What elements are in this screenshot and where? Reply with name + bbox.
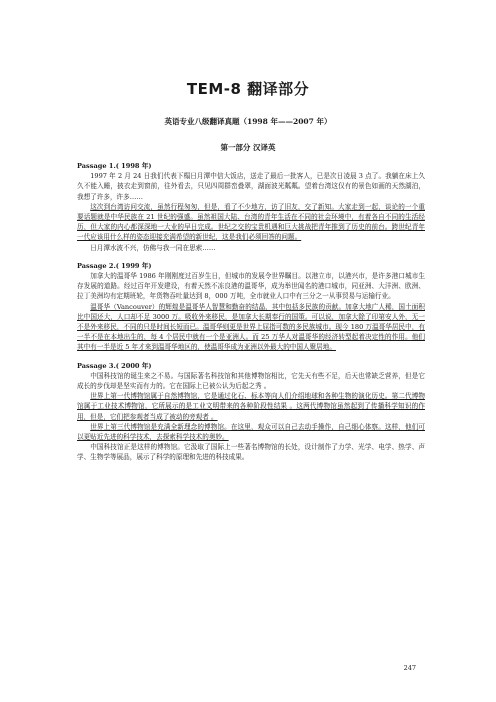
paragraph: 中国科技馆正是这样的博物馆。它汲取了国际上一些著名博物馆的长处，设计制作了力学、光学、电学、热学、声学、生物学等展品，展示了科学的原理和先进的科技成果。	[77, 443, 425, 462]
document-body	[77, 161, 425, 463]
passage-2	[77, 261, 425, 353]
document-title: TEM-8 翻译部分	[186, 80, 310, 98]
paragraph: 温哥华（Vancouver）的辉煌是温哥华人智慧和勤奋的结晶，其中包括多民族的贡献。加拿大地广人稀，国土面积比中国还大，人口却不足 3000 万。吸收外来移民，是加拿大长期奉行的国策。可以说，加拿大除了印第安人外，无一不是外来移民，不同的只是时间长短而已。温哥华则更是世界上屈指可数的多民族城市。现今 180 万温哥华居民中，有一半不是在本地出生的，每 4 个居民中就有一个是亚洲人。而 25 万华人对温哥华的经济转型起着决定性的作用。他们其中有一半是近 5 年才来到温哥华地区的，使温哥华成为亚洲以外最大的中国人聚居地。	[77, 302, 425, 352]
paragraph: 日月潭水波不兴，仿佛与我一同在思索……	[90, 243, 216, 252]
paragraph: 1997 年 2 月 24 日我们代表下榻日月潭中信大饭店，送走了最后一批客人，已是次日凌晨 3 点了。我躺在床上久久不能入睡，披衣走到窗前，往外看去，只见四周群峦叠翠，湖面波光粼粼。望着台湾这仅有的景色如画的天然湖泊，我想了许多，许多……	[77, 172, 425, 201]
paragraph: 中国科技馆的诞生来之不易。与国际著名科技馆和其他博物馆相比，它先天有些不足，后天也常缺乏营养，但是它成长的步伐却是坚实而有力的。它在国际上已被公认为后起之秀 。	[77, 371, 425, 391]
paragraph: 这次到台湾访问交流，虽然行程匆匆，但是，看了不少地方，访了旧友，交了新知。大家走到一起，谈论的一个重要话题就是中华民族在 21 世纪的强盛。虽然祖国大陆、台湾的青年生活在不同的社会环境中，有着各自不同的生活经历，但大家的内心都深深地一大业的早日完成。世纪之交的宝贵机遇和巨大挑战把青年推到了历史的前台。跨世纪青年一代应该用什么样的姿态迎接充满希望的新世纪，这是我们必须回答的问题。	[77, 202, 425, 242]
page-number: 247	[403, 664, 416, 672]
section-heading: 第一部分 汉译英	[220, 143, 276, 152]
document-subtitle: 英语专业八级翻译真题（1998 年——2007 年）	[164, 117, 332, 126]
passage-heading: Passage 1.( 1998 年)	[77, 162, 152, 170]
passage-3	[77, 361, 425, 463]
paragraph: 世界上第一代博物馆属于自然博物馆，它是通过化石、标本等向人们介绍地球和各种生物的演化历史。第二代博物馆属于工业技术博物馆，它所展示的是工业文明带来的各种阶段性结果 。这两代博物馆虽然起到了传播科学知识的作用，但是，它们把参观者当成了被动的旁观者 。	[77, 392, 425, 421]
passage-heading: Passage 3.( 2000 年)	[77, 361, 152, 370]
passage-heading: Passage 2.( 1999 年)	[77, 261, 152, 270]
paragraph: 世界上第三代博物馆是充满全新理念的博物馆。在这里，观众可以自己去动手操作，自己细心体察。这样，他们可以更贴近先进的科学技术，去探索科学技术的奥妙。	[77, 422, 425, 442]
passage-1	[77, 161, 425, 253]
paragraph: 加拿大的温哥华 1986 年刚刚度过百岁生日，但城市的发展令世界瞩目。以港立市，以港兴市，是许多港口城市生存发展的道路。经过百年开发建设，有着天然不冻良港的温哥华，成为举世闻名的港口城市，同亚洲、大洋洲、欧洲、拉丁美洲均有定期班轮，年货物吞吐量达到 8，000 万吨，全市就业人口中有三分之一从事贸易与运输行业。	[77, 272, 425, 301]
